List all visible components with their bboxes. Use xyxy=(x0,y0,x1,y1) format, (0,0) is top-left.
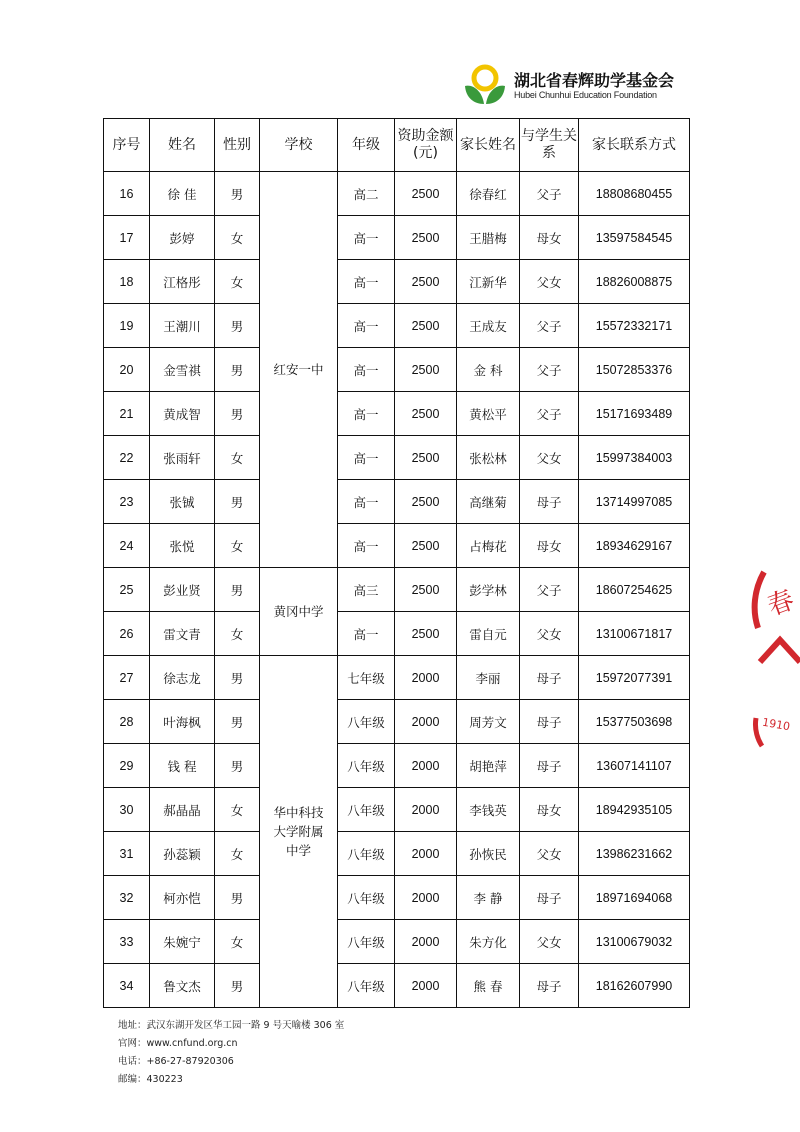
cell-parent-name: 熊 春 xyxy=(457,964,520,1008)
cell-phone: 18162607990 xyxy=(579,964,690,1008)
cell-gender: 男 xyxy=(215,964,260,1008)
cell-phone: 15377503698 xyxy=(579,700,690,744)
cell-relation: 母女 xyxy=(520,216,579,260)
cell-relation: 母子 xyxy=(520,744,579,788)
cell-parent-name: 王腊梅 xyxy=(457,216,520,260)
cell-student-name: 钱 程 xyxy=(150,744,215,788)
cell-grade: 高一 xyxy=(338,216,395,260)
cell-relation: 父子 xyxy=(520,304,579,348)
cell-grade: 高一 xyxy=(338,392,395,436)
cell-amount: 2500 xyxy=(395,436,457,480)
cell-student-name: 张悦 xyxy=(150,524,215,568)
cell-student-name: 徐 佳 xyxy=(150,172,215,216)
cell-gender: 男 xyxy=(215,744,260,788)
cell-student-name: 金雪祺 xyxy=(150,348,215,392)
cell-grade: 八年级 xyxy=(338,832,395,876)
cell-relation: 母子 xyxy=(520,876,579,920)
table-row xyxy=(104,480,690,524)
cell-school: 黄冈中学 xyxy=(260,568,338,656)
cell-no: 31 xyxy=(104,832,150,876)
cell-student-name: 徐志龙 xyxy=(150,656,215,700)
cell-phone: 13714997085 xyxy=(579,480,690,524)
cell-grade: 八年级 xyxy=(338,700,395,744)
cell-relation: 父女 xyxy=(520,832,579,876)
cell-parent-name: 周芳文 xyxy=(457,700,520,744)
cell-parent-name: 朱方化 xyxy=(457,920,520,964)
cell-relation: 父子 xyxy=(520,172,579,216)
cell-gender: 男 xyxy=(215,348,260,392)
cell-parent-name: 李丽 xyxy=(457,656,520,700)
cell-gender: 女 xyxy=(215,216,260,260)
cell-grade: 高三 xyxy=(338,568,395,612)
cell-relation: 父女 xyxy=(520,436,579,480)
cell-amount: 2000 xyxy=(395,656,457,700)
cell-no: 23 xyxy=(104,480,150,524)
cell-amount: 2500 xyxy=(395,216,457,260)
cell-amount: 2500 xyxy=(395,612,457,656)
cell-parent-name: 雷自元 xyxy=(457,612,520,656)
footer-address: 地址：武汉东湖开发区华工园一路 9 号天喻楼 306 室 xyxy=(118,1020,345,1031)
seal-stamp-icon xyxy=(746,570,800,760)
cell-amount: 2000 xyxy=(395,832,457,876)
cell-phone: 15572332171 xyxy=(579,304,690,348)
seal-stamp xyxy=(746,570,800,760)
table-row xyxy=(104,172,690,216)
cell-no: 22 xyxy=(104,436,150,480)
cell-relation: 父子 xyxy=(520,392,579,436)
cell-gender: 男 xyxy=(215,172,260,216)
cell-gender: 男 xyxy=(215,876,260,920)
cell-phone: 13100671817 xyxy=(579,612,690,656)
cell-phone: 13607141107 xyxy=(579,744,690,788)
cell-student-name: 叶海枫 xyxy=(150,700,215,744)
cell-parent-name: 张松林 xyxy=(457,436,520,480)
sponsorship-table xyxy=(103,118,690,1008)
cell-amount: 2500 xyxy=(395,524,457,568)
footer-website[interactable]: 官网：www.cnfund.org.cn xyxy=(118,1038,238,1049)
cell-student-name: 郝晶晶 xyxy=(150,788,215,832)
cell-grade: 高二 xyxy=(338,172,395,216)
cell-grade: 八年级 xyxy=(338,788,395,832)
cell-amount: 2000 xyxy=(395,920,457,964)
cell-phone: 15997384003 xyxy=(579,436,690,480)
cell-phone: 18971694068 xyxy=(579,876,690,920)
cell-no: 34 xyxy=(104,964,150,1008)
cell-student-name: 柯亦恺 xyxy=(150,876,215,920)
col-header-no: 序号 xyxy=(104,119,150,172)
cell-amount: 2500 xyxy=(395,480,457,524)
cell-parent-name: 彭学林 xyxy=(457,568,520,612)
cell-gender: 男 xyxy=(215,304,260,348)
svg-text:春: 春 xyxy=(763,585,799,623)
col-header-school: 学校 xyxy=(260,119,338,172)
cell-phone: 15171693489 xyxy=(579,392,690,436)
foundation-logo xyxy=(462,62,722,112)
cell-student-name: 江格彤 xyxy=(150,260,215,304)
foundation-emblem-icon xyxy=(462,62,508,108)
cell-amount: 2000 xyxy=(395,876,457,920)
table-row xyxy=(104,876,690,920)
cell-no: 29 xyxy=(104,744,150,788)
table-header-row xyxy=(104,119,690,172)
cell-student-name: 雷文青 xyxy=(150,612,215,656)
cell-gender: 男 xyxy=(215,480,260,524)
table-row xyxy=(104,260,690,304)
cell-parent-name: 王成友 xyxy=(457,304,520,348)
cell-no: 19 xyxy=(104,304,150,348)
cell-grade: 高一 xyxy=(338,436,395,480)
cell-phone: 18934629167 xyxy=(579,524,690,568)
cell-relation: 母子 xyxy=(520,700,579,744)
cell-amount: 2000 xyxy=(395,700,457,744)
cell-school: 红安一中 xyxy=(260,172,338,568)
footer-contact xyxy=(118,1017,344,1089)
table-row xyxy=(104,744,690,788)
cell-grade: 七年级 xyxy=(338,656,395,700)
cell-relation: 父子 xyxy=(520,568,579,612)
table-row xyxy=(104,656,690,700)
cell-student-name: 彭婷 xyxy=(150,216,215,260)
cell-no: 32 xyxy=(104,876,150,920)
cell-no: 17 xyxy=(104,216,150,260)
cell-grade: 高一 xyxy=(338,260,395,304)
cell-grade: 八年级 xyxy=(338,920,395,964)
cell-no: 26 xyxy=(104,612,150,656)
cell-parent-name: 徐春红 xyxy=(457,172,520,216)
cell-gender: 男 xyxy=(215,656,260,700)
table-row xyxy=(104,392,690,436)
cell-relation: 父女 xyxy=(520,260,579,304)
col-header-amount: 资助金额(元) xyxy=(395,119,457,172)
cell-relation: 父子 xyxy=(520,348,579,392)
cell-parent-name: 高继菊 xyxy=(457,480,520,524)
cell-gender: 女 xyxy=(215,612,260,656)
table-row xyxy=(104,304,690,348)
cell-no: 25 xyxy=(104,568,150,612)
cell-parent-name: 占梅花 xyxy=(457,524,520,568)
table-row xyxy=(104,348,690,392)
cell-gender: 男 xyxy=(215,568,260,612)
cell-gender: 女 xyxy=(215,832,260,876)
col-header-name: 姓名 xyxy=(150,119,215,172)
col-header-grade: 年级 xyxy=(338,119,395,172)
cell-relation: 母子 xyxy=(520,656,579,700)
table-body xyxy=(104,172,690,1008)
cell-no: 27 xyxy=(104,656,150,700)
col-header-parent: 家长姓名 xyxy=(457,119,520,172)
table-row xyxy=(104,788,690,832)
cell-phone: 13597584545 xyxy=(579,216,690,260)
cell-gender: 女 xyxy=(215,920,260,964)
cell-amount: 2500 xyxy=(395,568,457,612)
table-row xyxy=(104,568,690,612)
cell-no: 16 xyxy=(104,172,150,216)
cell-student-name: 鲁文杰 xyxy=(150,964,215,1008)
cell-gender: 男 xyxy=(215,700,260,744)
svg-text:1910: 1910 xyxy=(761,715,792,734)
cell-no: 28 xyxy=(104,700,150,744)
table-row xyxy=(104,436,690,480)
cell-student-name: 张雨轩 xyxy=(150,436,215,480)
cell-phone: 15972077391 xyxy=(579,656,690,700)
cell-relation: 母女 xyxy=(520,524,579,568)
table-row xyxy=(104,612,690,656)
cell-grade: 高一 xyxy=(338,348,395,392)
cell-phone: 13100679032 xyxy=(579,920,690,964)
cell-grade: 八年级 xyxy=(338,964,395,1008)
cell-amount: 2000 xyxy=(395,788,457,832)
cell-student-name: 张铖 xyxy=(150,480,215,524)
cell-parent-name: 孙恢民 xyxy=(457,832,520,876)
cell-relation: 父女 xyxy=(520,920,579,964)
cell-phone: 13986231662 xyxy=(579,832,690,876)
cell-relation: 母子 xyxy=(520,480,579,524)
cell-gender: 女 xyxy=(215,788,260,832)
cell-student-name: 朱婉宁 xyxy=(150,920,215,964)
cell-amount: 2500 xyxy=(395,392,457,436)
cell-gender: 男 xyxy=(215,392,260,436)
cell-school: 华中科技大学附属中学 xyxy=(260,656,338,1008)
cell-phone: 18808680455 xyxy=(579,172,690,216)
cell-grade: 高一 xyxy=(338,304,395,348)
col-header-gender: 性别 xyxy=(215,119,260,172)
cell-grade: 高一 xyxy=(338,480,395,524)
cell-relation: 母女 xyxy=(520,788,579,832)
table-row xyxy=(104,920,690,964)
cell-grade: 高一 xyxy=(338,524,395,568)
cell-no: 33 xyxy=(104,920,150,964)
cell-parent-name: 金 科 xyxy=(457,348,520,392)
cell-relation: 父女 xyxy=(520,612,579,656)
table-row xyxy=(104,832,690,876)
cell-amount: 2000 xyxy=(395,744,457,788)
table-row xyxy=(104,524,690,568)
cell-grade: 八年级 xyxy=(338,744,395,788)
cell-gender: 女 xyxy=(215,436,260,480)
cell-no: 30 xyxy=(104,788,150,832)
cell-grade: 八年级 xyxy=(338,876,395,920)
cell-gender: 女 xyxy=(215,260,260,304)
cell-amount: 2500 xyxy=(395,348,457,392)
cell-no: 20 xyxy=(104,348,150,392)
cell-amount: 2500 xyxy=(395,304,457,348)
cell-grade: 高一 xyxy=(338,612,395,656)
cell-phone: 18942935105 xyxy=(579,788,690,832)
org-name-cn: 湖北省春辉助学基金会 xyxy=(514,71,675,90)
org-name-en: Hubei Chunhui Education Foundation xyxy=(514,90,657,100)
table-row xyxy=(104,964,690,1008)
cell-student-name: 孙蕊颖 xyxy=(150,832,215,876)
cell-student-name: 王潮川 xyxy=(150,304,215,348)
cell-student-name: 黄成智 xyxy=(150,392,215,436)
col-header-phone: 家长联系方式 xyxy=(579,119,690,172)
footer-postcode: 邮编：430223 xyxy=(118,1074,183,1085)
cell-amount: 2500 xyxy=(395,172,457,216)
cell-parent-name: 李钱英 xyxy=(457,788,520,832)
cell-amount: 2000 xyxy=(395,964,457,1008)
table-row xyxy=(104,700,690,744)
col-header-relation: 与学生关系 xyxy=(520,119,579,172)
cell-parent-name: 李 静 xyxy=(457,876,520,920)
cell-phone: 15072853376 xyxy=(579,348,690,392)
cell-parent-name: 黄松平 xyxy=(457,392,520,436)
cell-amount: 2500 xyxy=(395,260,457,304)
cell-no: 21 xyxy=(104,392,150,436)
cell-no: 24 xyxy=(104,524,150,568)
cell-gender: 女 xyxy=(215,524,260,568)
cell-no: 18 xyxy=(104,260,150,304)
cell-parent-name: 江新华 xyxy=(457,260,520,304)
footer-phone: 电话：+86-27-87920306 xyxy=(118,1056,234,1067)
cell-parent-name: 胡艳萍 xyxy=(457,744,520,788)
cell-phone: 18826008875 xyxy=(579,260,690,304)
cell-phone: 18607254625 xyxy=(579,568,690,612)
cell-student-name: 彭业贤 xyxy=(150,568,215,612)
table-row xyxy=(104,216,690,260)
cell-relation: 母子 xyxy=(520,964,579,1008)
